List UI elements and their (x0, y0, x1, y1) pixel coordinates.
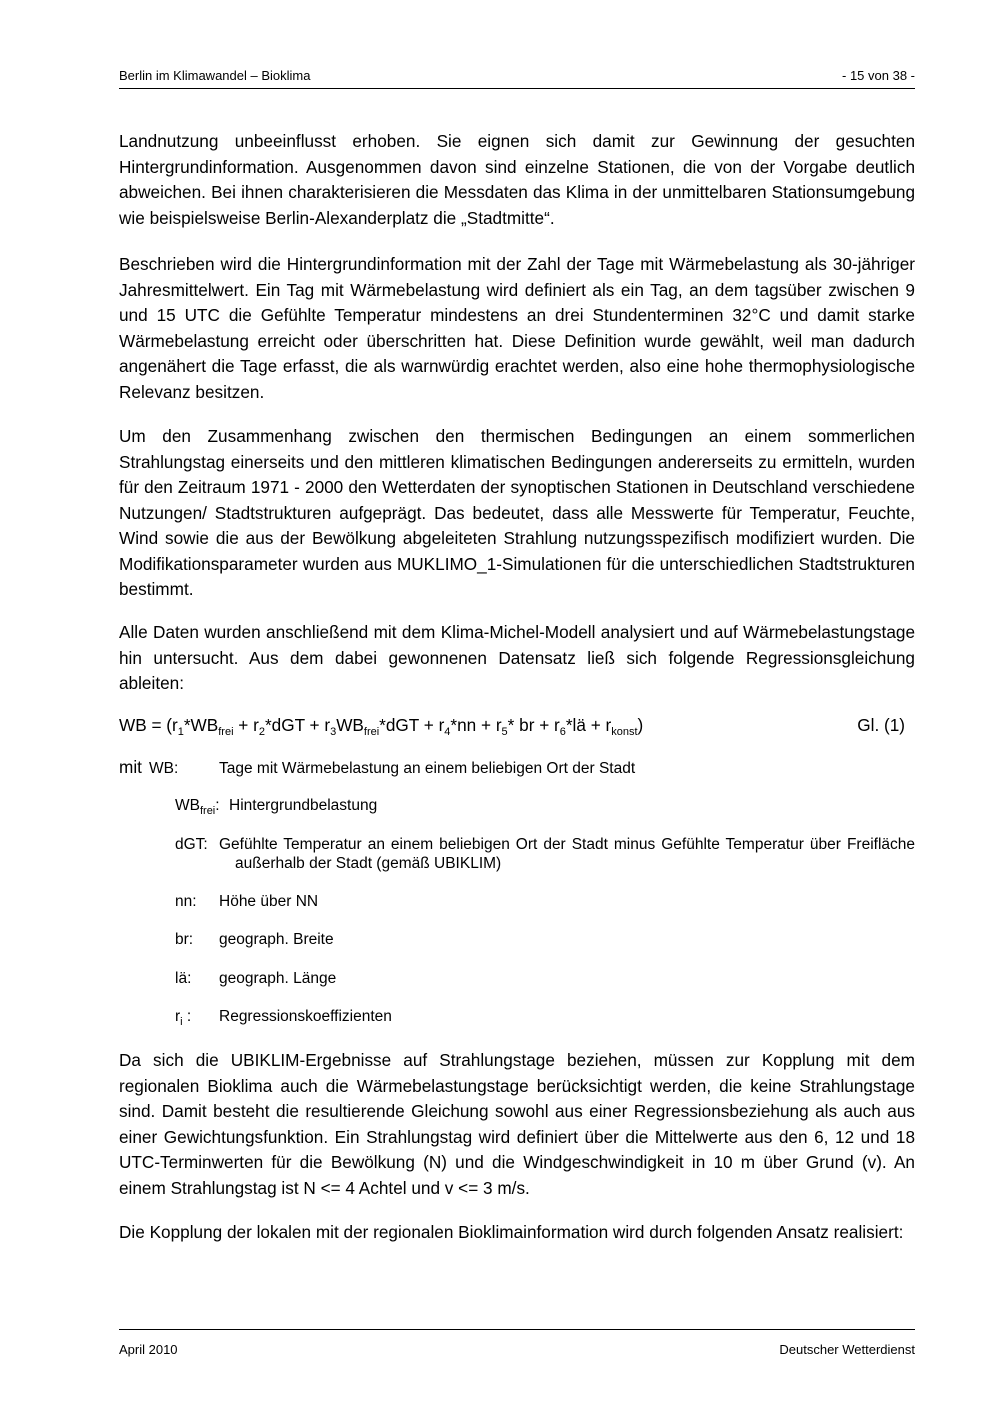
page-header (119, 66, 915, 89)
definition-text: Regressionskoeffizienten (219, 1008, 392, 1025)
definition-ri (175, 1007, 915, 1029)
regression-equation (119, 715, 915, 743)
definitions-intro: mit (119, 757, 142, 777)
definition-dgt (175, 835, 915, 875)
paragraph-4: Alle Daten wurden anschließend mit dem Klima-Michel-Modell analysiert und auf Wärmebelastungstage hin untersucht. Aus dem dabei gewonnenen Datensatz ließ sich folgende Regressionsgleichung ableiten: (119, 622, 915, 693)
definition-wbfrei (175, 796, 915, 818)
equation-number: Gl. (1) (857, 715, 905, 735)
definition-text: geograph. Breite (219, 931, 334, 948)
page-footer (119, 1329, 915, 1360)
paragraph-6: Die Kopplung der lokalen mit der regionalen Bioklimainformation wird durch folgenden Ansatz realisiert: (119, 1222, 904, 1242)
definition-text: Gefühlte Temperatur an einem beliebigen Ort der Stadt minus Gefühlte Temperatur über Freifläche außerhalb der Stadt (gemäß UBIKLIM) (219, 836, 915, 872)
paragraph-5: Da sich die UBIKLIM-Ergebnisse auf Strahlungstage beziehen, müssen zur Kopplung mit dem regionalen Bioklima auch die Wärmebelastungstage berücksichtigt werden, die keine Strahlungstage sind. Damit besteht die resultierende Gleichung sowohl aus einer Regressionsbeziehung als auch aus einer Gewichtungsfunktion. Ein Strahlungstag wird definiert über die Mittelwerte aus den 6, 12 und 18 UTC-Terminwerten für die Bewölkung (N) und die Windgeschwindigkeit in 10 m über Grund (v). An einem Strahlungstag ist N <= 4 Achtel und v <= 3 m/s. (119, 1050, 915, 1198)
definition-text: Hintergrundbelastung (229, 797, 378, 814)
equation-formula: WB = ($r_1*WB_{frei} + r_2*dGT + r_3WB_{frei}*dGT + r_4*nn + r_5*$ br + $r_6*lä + r_{konst}$) (119, 715, 644, 738)
definition-symbol: $r_i$ : (175, 1008, 192, 1028)
paragraph-1: Landnutzung unbeeinflusst erhoben. Sie eignen sich damit zur Gewinnung der gesuchten Hintergrundinformation. Ausgenommen davon sind einzelne Stationen, die von der Vorgabe deutlich abweichen. Bei ihnen charakterisieren die Messdaten das Klima in der unmittelbaren Stationsumgebung wie beispielsweise Berlin-Alexanderplatz die „Stadtmitte“. (119, 131, 915, 228)
definition-text: geograph. Länge (219, 970, 337, 987)
definition-la (175, 969, 915, 991)
definition-symbol: nn: (175, 893, 197, 910)
definition-symbol: dGT: (175, 836, 208, 853)
definition-nn (175, 892, 915, 914)
definition-wb (119, 758, 915, 780)
paragraph-2: Beschrieben wird die Hintergrundinformation mit der Zahl der Tage mit Wärmebelastung als 30-jähriger Jahresmittelwert. Ein Tag mit Wärmebelastung wird definiert als ein Tag, an dem tagsüber zwischen 9 und 15 UTC die Gefühlte Temperatur mindestens an drei Stundenterminen 32°C und damit starke Wärmebelastung erreicht oder überschritten hat. Diese Definition wurde gewählt, weil man dadurch angenähert die Tage erfasst, die als warnwürdig erachtet werden, also eine hohe thermophysiologische Relevanz besitzen. (119, 254, 915, 402)
definition-symbol: br: (175, 931, 194, 948)
definition-symbol: $WB_{frei}$: (175, 797, 220, 817)
definition-symbol: WB: (149, 760, 179, 777)
definition-text: Höhe über NN (219, 893, 319, 910)
footer-publisher: Deutscher Wetterdienst (779, 1342, 915, 1357)
header-title: Berlin im Klimawandel – Bioklima (119, 68, 311, 83)
definition-br (175, 930, 915, 952)
paragraph-3: Um den Zusammenhang zwischen den thermischen Bedingungen an einem sommerlichen Strahlungstag einerseits und den mittleren klimatischen Bedingungen andererseits zu ermitteln, wurden für den Zeitraum 1971 - 2000 den Wetterdaten der synoptischen Stationen in Deutschland verschiedene Nutzungen/ Stadtstrukturen aufgeprägt. Das bedeutet, dass alle Messwerte für Temperatur, Feuchte, Wind sowie die aus der Bewölkung abgeleiteten Strahlung nutzungsspezifisch modifiziert wurden. Die Modifikationsparameter wurden aus MUKLIMO_1-Simulationen für die unterschiedlichen Stadtstrukturen bestimmt. (119, 426, 915, 599)
footer-date: April 2010 (119, 1342, 178, 1357)
definition-symbol: lä: (175, 970, 192, 987)
page-number: - 15 von 38 - (842, 68, 915, 83)
definition-text: Tage mit Wärmebelastung an einem beliebigen Ort der Stadt (219, 760, 636, 777)
